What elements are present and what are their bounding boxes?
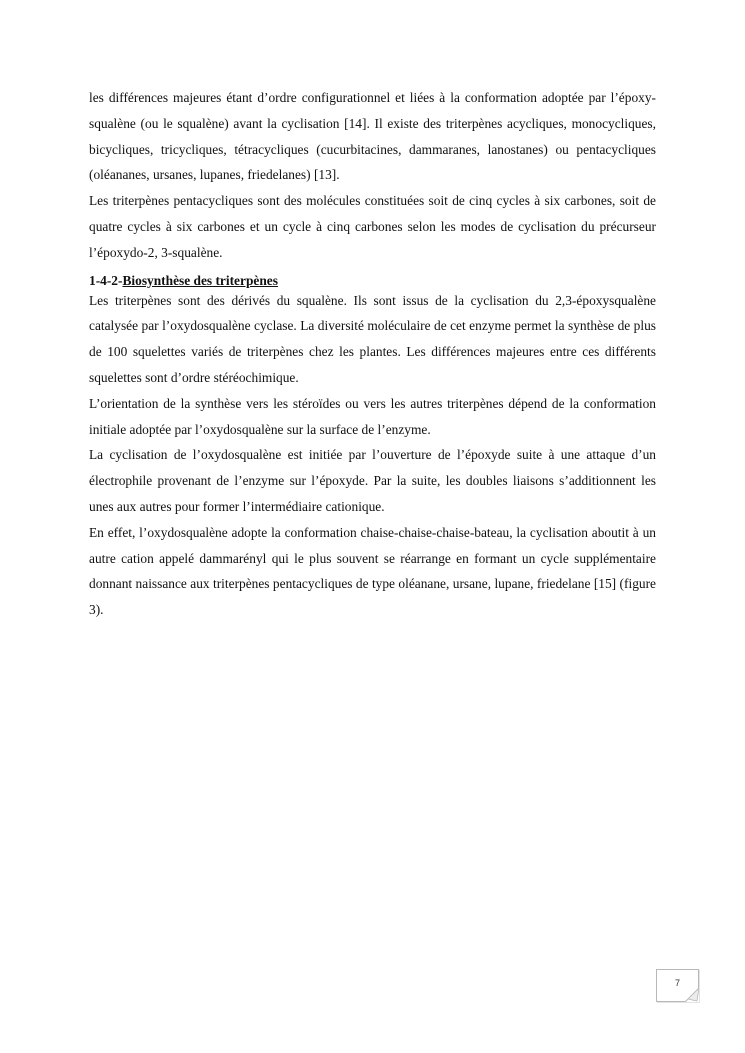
paragraph: L’orientation de la synthèse vers les stéroïdes ou vers les autres triterpènes dépend de la conformation initiale adoptée par l’oxydosqualène sur la surface de l’enzyme. bbox=[89, 395, 656, 437]
paragraph: En effet, l’oxydosqualène adopte la conformation chaise-chaise-chaise-bateau, la cyclisation aboutit à un autre cation appelé dammarényl qui le plus souvent se réarrange en formant un cycle supplémentaire donnant naissance aux triterpènes pentacycliques de type oléanane, ursane, lupane, friedelane [15] (figure 3). bbox=[89, 524, 656, 618]
section-number: 1-4-2- bbox=[89, 272, 123, 288]
paragraph: les différences majeures étant d’ordre configurationnel et liées à la conformation adoptée par l’époxy-squalène (ou le squalène) avant la cyclisation [14]. Il existe des triterpènes acycliques, monocycliques, bicycliques, tricycliques, tétracycliques (cucurbitacines, dammaranes, lanostanes) ou pentacycliques (oléananes, ursanes, lupanes, friedelanes) [13]. bbox=[89, 90, 656, 183]
page-number: 7 bbox=[674, 978, 680, 988]
document-body bbox=[89, 85, 656, 623]
page-curl-icon bbox=[685, 988, 699, 1002]
page-number-box bbox=[656, 969, 699, 1002]
section-title: Biosynthèse des triterpènes bbox=[122, 272, 278, 288]
paragraph: Les triterpènes pentacycliques sont des molécules constituées soit de cinq cycles à six carbones, soit de quatre cycles à six carbones et un cycle à cinq carbones selon les modes de cyclisation du précurseur l’époxydo-2, 3-squalène. bbox=[89, 193, 656, 260]
paragraph: Les triterpènes sont des dérivés du squalène. Ils sont issus de la cyclisation du 2,3-époxysqualène catalysée par l’oxydosqualène cyclase. La diversité moléculaire de cet enzyme permet la synthèse de plus de 100 squelettes variés de triterpènes chez les plantes. Les différences majeures entre ces différents squelettes sont d’ordre stéréochimique. bbox=[89, 292, 656, 385]
paragraph: La cyclisation de l’oxydosqualène est initiée par l’ouverture de l’époxyde suite à une attaque d’un électrophile provenant de l’enzyme sur l’époxyde. Par la suite, les doubles liaisons s’additionnent les unes aux autres pour former l’intermédiaire cationique. bbox=[89, 447, 656, 514]
